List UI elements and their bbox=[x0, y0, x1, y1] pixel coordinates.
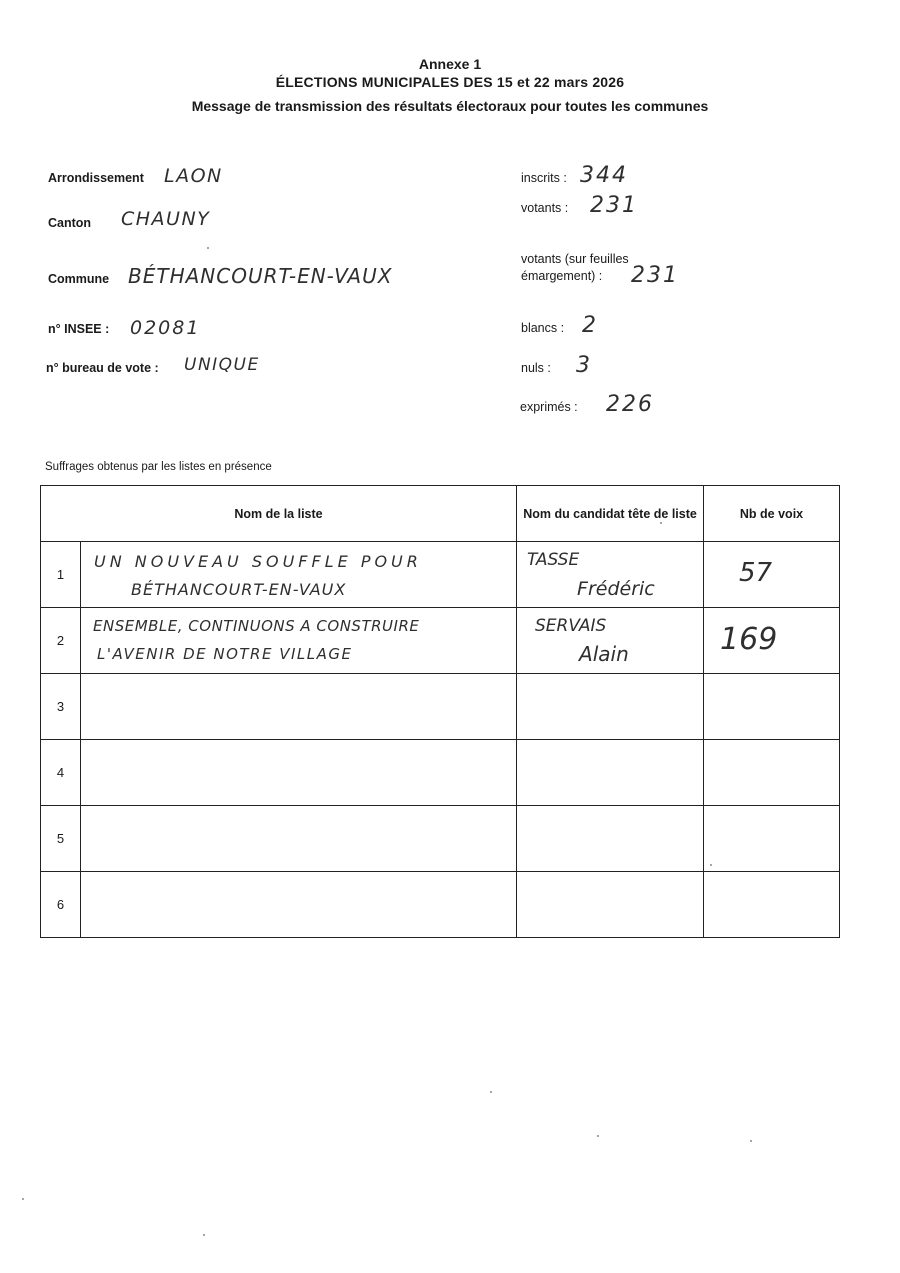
candidate-cell bbox=[517, 542, 704, 608]
table-row bbox=[41, 542, 840, 608]
bureau-label: n° bureau de vote : bbox=[46, 361, 159, 375]
document-subtitle: Message de transmission des résultats électoraux pour toutes les communes bbox=[191, 98, 709, 114]
document-title: ÉLECTIONS MUNICIPALES DES 15 et 22 mars 2026 bbox=[275, 74, 625, 90]
canton-value: CHAUNY bbox=[121, 208, 211, 230]
votes-cell bbox=[704, 674, 840, 740]
blancs-label: blancs : bbox=[521, 321, 565, 335]
votes-value: 57 bbox=[739, 558, 773, 588]
candidate-cell bbox=[517, 872, 704, 938]
header-liste: Nom de la liste bbox=[41, 486, 517, 542]
document-header bbox=[0, 56, 900, 117]
table-header-row bbox=[41, 486, 840, 542]
votes-cell bbox=[704, 608, 840, 674]
scan-speck bbox=[660, 522, 662, 524]
candidate-cell bbox=[517, 740, 704, 806]
arrondissement-value: LAON bbox=[164, 165, 223, 187]
candidate-cell bbox=[517, 674, 704, 740]
candidate-cell bbox=[517, 806, 704, 872]
commune-label: Commune bbox=[48, 272, 110, 286]
row-number: 5 bbox=[41, 806, 81, 872]
annex-label: Annexe 1 bbox=[418, 56, 482, 72]
table-row bbox=[41, 740, 840, 806]
scan-speck bbox=[750, 1140, 752, 1142]
exprimes-value: 226 bbox=[606, 392, 654, 417]
exprimes-label: exprimés : bbox=[520, 400, 578, 414]
insee-label: n° INSEE : bbox=[48, 322, 110, 336]
row-number: 2 bbox=[41, 608, 81, 674]
candidate-cell bbox=[517, 608, 704, 674]
table-row bbox=[41, 806, 840, 872]
list-name-line-2: L'AVENIR DE NOTRE VILLAGE bbox=[97, 645, 353, 663]
votes-cell bbox=[704, 542, 840, 608]
votants-feuilles-label-2: émargement) : bbox=[521, 269, 603, 283]
arrondissement-label: Arrondissement bbox=[48, 171, 144, 185]
list-name-cell bbox=[81, 740, 517, 806]
nuls-value: 3 bbox=[576, 353, 592, 378]
inscrits-value: 344 bbox=[580, 163, 628, 188]
list-name-line-1: ENSEMBLE, CONTINUONS A CONSTRUIRE bbox=[93, 617, 420, 635]
nuls-label: nuls : bbox=[521, 361, 551, 375]
blancs-value: 2 bbox=[582, 313, 598, 338]
votes-value: 169 bbox=[720, 622, 778, 657]
inscrits-label: inscrits : bbox=[521, 171, 567, 185]
table-section-label: Suffrages obtenus par les listes en présence bbox=[45, 461, 272, 473]
table-row bbox=[41, 872, 840, 938]
list-name-cell bbox=[81, 674, 517, 740]
commune-value: BÉTHANCOURT-EN-VAUX bbox=[128, 264, 393, 288]
votants-label: votants : bbox=[521, 201, 569, 215]
candidate-line-1: SERVAIS bbox=[535, 616, 607, 636]
scan-speck bbox=[710, 864, 712, 866]
votants-feuilles-label-1: votants (sur feuilles bbox=[521, 252, 629, 266]
votes-cell bbox=[704, 806, 840, 872]
candidate-line-1: TASSE bbox=[527, 550, 580, 570]
scan-speck bbox=[597, 1135, 599, 1137]
list-name-cell bbox=[81, 872, 517, 938]
list-name-cell bbox=[81, 542, 517, 608]
row-number: 3 bbox=[41, 674, 81, 740]
candidate-line-2: Alain bbox=[579, 642, 629, 666]
candidate-line-2: Frédéric bbox=[577, 578, 655, 600]
scan-speck bbox=[490, 1091, 492, 1093]
row-number: 1 bbox=[41, 542, 81, 608]
votes-cell bbox=[704, 872, 840, 938]
table-row bbox=[41, 608, 840, 674]
votants-feuilles-value: 231 bbox=[631, 263, 679, 288]
list-name-cell bbox=[81, 608, 517, 674]
results-table bbox=[40, 485, 840, 938]
header-candidat: Nom du candidat tête de liste bbox=[517, 486, 704, 542]
bureau-value: UNIQUE bbox=[184, 355, 260, 375]
scan-speck bbox=[207, 247, 209, 249]
header-voix: Nb de voix bbox=[704, 486, 840, 542]
scan-speck bbox=[203, 1234, 205, 1236]
votes-cell bbox=[704, 740, 840, 806]
row-number: 4 bbox=[41, 740, 81, 806]
table-row bbox=[41, 674, 840, 740]
list-name-line-1: UN NOUVEAU SOUFFLE POUR bbox=[94, 552, 422, 571]
row-number: 6 bbox=[41, 872, 81, 938]
canton-label: Canton bbox=[48, 216, 92, 230]
scan-speck bbox=[22, 1198, 24, 1200]
votants-value: 231 bbox=[590, 193, 638, 218]
insee-value: 02081 bbox=[130, 317, 201, 339]
list-name-cell bbox=[81, 806, 517, 872]
list-name-line-2: BÉTHANCOURT-EN-VAUX bbox=[131, 580, 347, 599]
